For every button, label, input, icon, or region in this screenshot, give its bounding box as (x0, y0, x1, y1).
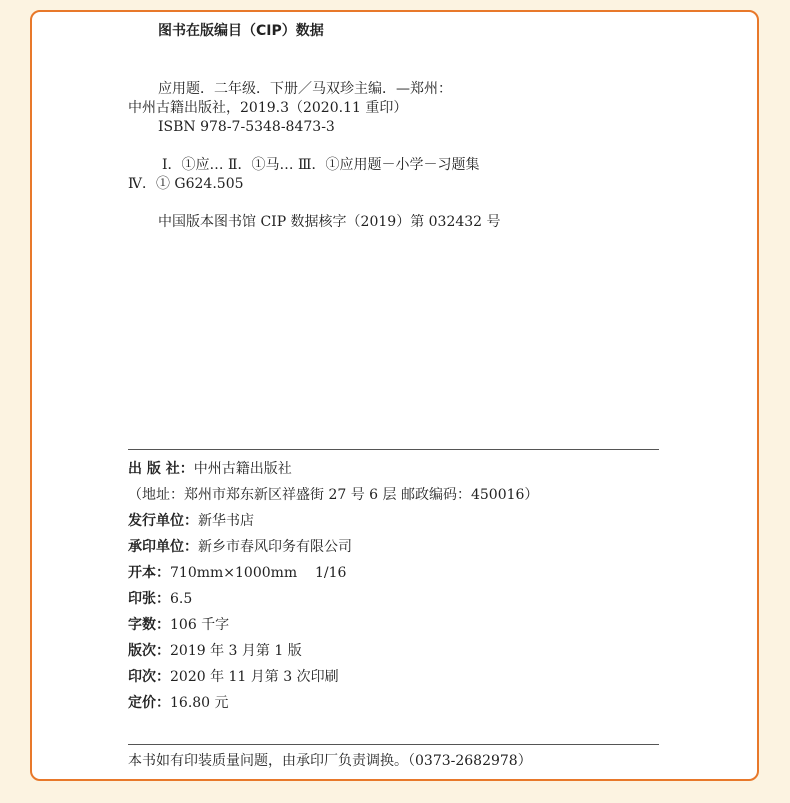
publisher-row (128, 460, 292, 478)
printing-label: 印次： (128, 669, 170, 685)
distributor-value: 新华书店 (198, 513, 254, 529)
cip-record-line2: 中州古籍出版社，2019.3（2020.11 重印） (128, 100, 408, 116)
edition-row (128, 642, 302, 660)
address: （地址：郑州市郑东新区祥盛街 27 号 6 层 邮政编码：450016） (128, 487, 539, 503)
cip-record-line1: 应用题．二年级．下册／马双珍主编．—郑州： (158, 81, 452, 97)
printer-value: 新乡市春风印务有限公司 (198, 539, 352, 555)
imprint-divider (128, 449, 659, 450)
price-value: 16.80 元 (170, 695, 229, 711)
sheets-value: 6.5 (170, 591, 193, 607)
format-label: 开本： (128, 565, 170, 581)
printing-value: 2020 年 11 月第 3 次印刷 (170, 669, 339, 685)
printer-row (128, 538, 352, 556)
format-value: 710mm×1000mm 1/16 (170, 565, 347, 581)
footer-divider (128, 744, 659, 745)
classification-line1: Ⅰ．①应… Ⅱ．①马… Ⅲ．①应用题－小学－习题集 (162, 157, 480, 173)
printer-label: 承印单位： (128, 539, 198, 555)
edition-value: 2019 年 3 月第 1 版 (170, 643, 302, 659)
publisher-label: 出 版 社： (128, 461, 194, 477)
format-row (128, 564, 346, 582)
publisher-value: 中州古籍出版社 (193, 461, 292, 477)
distributor-row (128, 512, 254, 530)
word-count-value: 106 千字 (170, 617, 230, 633)
word-count-row (128, 616, 229, 634)
sheets-label: 印张： (128, 591, 170, 607)
distributor-label: 发行单位： (128, 513, 198, 529)
cip-heading: 图书在版编目（CIP）数据 (158, 23, 324, 39)
edition-label: 版次： (128, 643, 170, 659)
cip-number: 中国版本图书馆 CIP 数据核字（2019）第 032432 号 (158, 214, 501, 230)
price-row (128, 694, 229, 712)
word-count-label: 字数： (128, 617, 170, 633)
footer-note: 本书如有印装质量问题，由承印厂负责调换。（0373-2682978） (128, 753, 532, 769)
sheets-row (128, 590, 192, 608)
classification-line2: Ⅳ．① G624.505 (128, 176, 244, 192)
page-frame (30, 10, 759, 781)
isbn: ISBN 978-7-5348-8473-3 (158, 119, 335, 135)
printing-row (128, 668, 339, 686)
price-label: 定价： (128, 695, 170, 711)
